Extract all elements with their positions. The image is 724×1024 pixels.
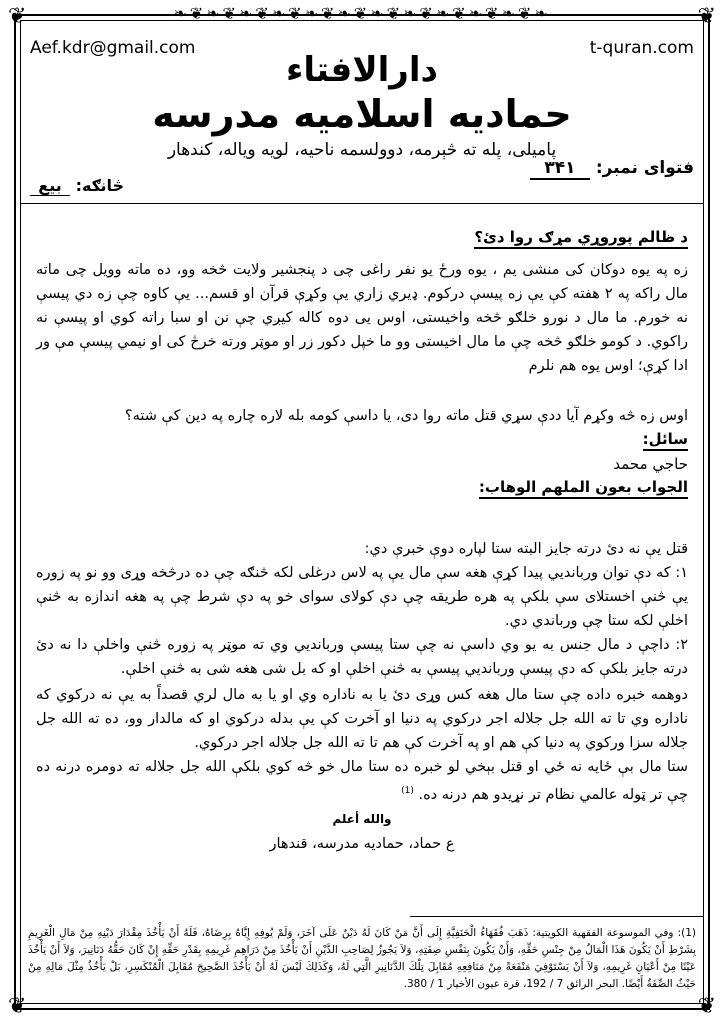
- answer-point-2: ۲: داچې د مال جنس به یو وي داسې نه چې ستا پیسې وربانديي وي ته موټر په زوره څنې واخلې دا نه دئ درته جایز بلکې که دې پیسې وربانديي پیسې به څنې اخلې او که بل شی هغه شی به څنې اخلې.: [36, 637, 688, 677]
- corner-ornament-icon: ❦: [697, 4, 716, 29]
- answer-paragraph-4-text: ستا مال بې ځایه نه ځي او قتل بېخي لو خبره ده ستا مال خو څه کوي بلکې الله جل جلاله ته دومره درنه ده چې تر ټوله عالمي نظام تر نړیدو هم درنه ده.: [36, 759, 688, 803]
- top-ornament-icon: ❧❦❧❦❧❦❧❦❧❦❧❦❧❦❧❦❧❦❧❦❧❦❧: [173, 4, 551, 23]
- fatwa-number-field: [530, 158, 694, 180]
- answer-paragraph-4: [36, 755, 688, 807]
- question-body: زه په یوه دوکان کی منشی یم ، یوه ورځ یو نفر راغی چی د پنجشیر ولایت څخه وو، ده ماته وویل چی ماته مال راکه په ۲ هفته کې یې زه پیسې درکوم. ډیري زاري یې وکړې قرآن او قسم... یې کاوه چې زه دي پیسې نه خورم. ما مال د نورو خلګو څخه واخیستی، اوس یی دوه کاله کیږي چې نن او سبا راته کوي او پیسې نه راکوي. د کومو خلګو څخه چې ما مال اخیستی وو ما خپل دکور زر او موټر ورته خرڅ کی او نیمي پیسې مې ور ادا کړې؛ اوس یوه هم نلرم: [36, 262, 688, 374]
- category-field: [30, 176, 124, 196]
- footnote-reference: (1): [401, 786, 414, 796]
- website-url: t-quran.com: [589, 38, 694, 58]
- closing-formula: والله أعلم: [332, 812, 392, 826]
- footnote-divider: [410, 916, 704, 917]
- category-label: څانګه:: [75, 176, 125, 195]
- question-heading: د ظالم پوروړي مړګ روا دئ؟: [474, 228, 688, 249]
- header-divider: [20, 203, 704, 204]
- fatwa-number-value: ۳۴۱: [530, 158, 590, 180]
- page-title: دارالافتاء: [286, 50, 438, 90]
- question-ask: اوس زه څه وکړم آیا ددې سړي قتل ماته روا دی، یا داسې کومه بله لاره چاره په دین کې شته؟: [124, 408, 688, 424]
- signature-line: ع حماد، حمادیه مدرسه، قندهار: [269, 836, 455, 852]
- contact-email: Aef.kdr@gmail.com: [30, 38, 196, 58]
- fatwa-number-label: فتوای نمبر:: [595, 158, 694, 178]
- answer-paragraph-3: دوهمه خبره داده چې ستا مال هغه کس وړی دئ یا به ناداره وي او یا به مال لري قصداً به یې نه درکوي که ناداره وي تا ته الله جل جلاله اجر درکوي په دنیا او آخرت کې یې بدله درکوي او که مالدار وو، ده ته الله جل جلاله سزا ورکوي په دنیا کې هم او په آخرت کې هم تا ته الله جل جلاله اجر درکوي.: [36, 687, 688, 751]
- footnote-text: (1): وفي الموسوعة الفقهية الكويتية: ذَهَبَ فُقَهَاءُ الْحَنَفِيَّةِ إِلَى أَنَّ مَنْ كَانَ لَهُ دَيْنٌ عَلَى آخَرَ، وَلَمْ يُوفِهِ إِيَّاهُ بِرِضَاهُ، فَلَهُ أَنْ يَأْخُذَ مِقْدَارَ دَيْنِهِ مِنْ مَالِ الْغَرِيمِ بِشَرْطِ أَنْ يَكُونَ هَذَا الْمَالُ مِنْ جِنْسِ حَقِّهِ، وَأَنْ يَكُونَ بِنَفْسِ صِفَتِهِ، وَلاَ يَجُوزُ لِصَاحِبِ الدَّيْنِ أَنْ يَأْخُذَ مِنْ دَرَاهِمِ غَرِيمِهِ بِقَدْرِ حَقِّهِ إِنْ كَانَ حَقُّهُ دَنَانِيرَ، وَلاَ أَنْ يَأْخُذَ عَيْنًا مِنْ أَعْيَانِ غَرِيمِهِ، وَلاَ أَنْ يَسْتَوْفِيَ مَنْفَعَةً مِنْ مَنَافِعِهِ مُقَابِلَ تِلْكَ الدَّنَانِيرِ الَّتِي لَهُ، وَكَذَلِكَ لَيْسَ لَهُ أَنْ يَأْخُذَ الصَّحِيحَ مُقَابِلَ الْمُنْكَسِرِ، بَلْ يَأْخُذُ مِثْلَ مَالِهِ مِنْ حَيْثُ الصِّفَةُ أَيْضًا. البحر الرائق 7 / 192، قرة عيون الأخيار 1 / 380.: [28, 927, 696, 990]
- corner-ornament-icon: ❦: [8, 994, 27, 1019]
- answer-heading: الجواب بعون الملهم الوهاب:: [479, 478, 688, 499]
- institution-name: حمادیه اسلامیه مدرسه: [152, 92, 572, 136]
- corner-ornament-icon: ❦: [697, 994, 716, 1019]
- corner-ornament-icon: ❦: [8, 4, 27, 29]
- answer-point-1: ۱: که دې توان وربانديي پیدا کړې هغه سې مال یې په لاس درغلی لکه څنګه چې ده درڅخه وړی وو نو په زوره یې څنې اخستلای سې بلکې په هره طریقه چې دې کولای سوای خو په دې شرط چې په هغه اندازه به څنې اخلې لکه ستا چې ورباندي دي.: [36, 565, 688, 629]
- answer-intro: قتل یې نه دئ درته جایز البته ستا لپاره دوې خبرې دي:: [364, 541, 688, 557]
- category-value: بیع: [30, 176, 70, 196]
- asker-name: حاجي محمد: [613, 455, 688, 473]
- asker-label: سائل:: [643, 430, 688, 451]
- address-line: پامیلی، پله ته څېرمه، دوولسمه ناحیه، لویه ویاله، کندهار: [167, 140, 557, 160]
